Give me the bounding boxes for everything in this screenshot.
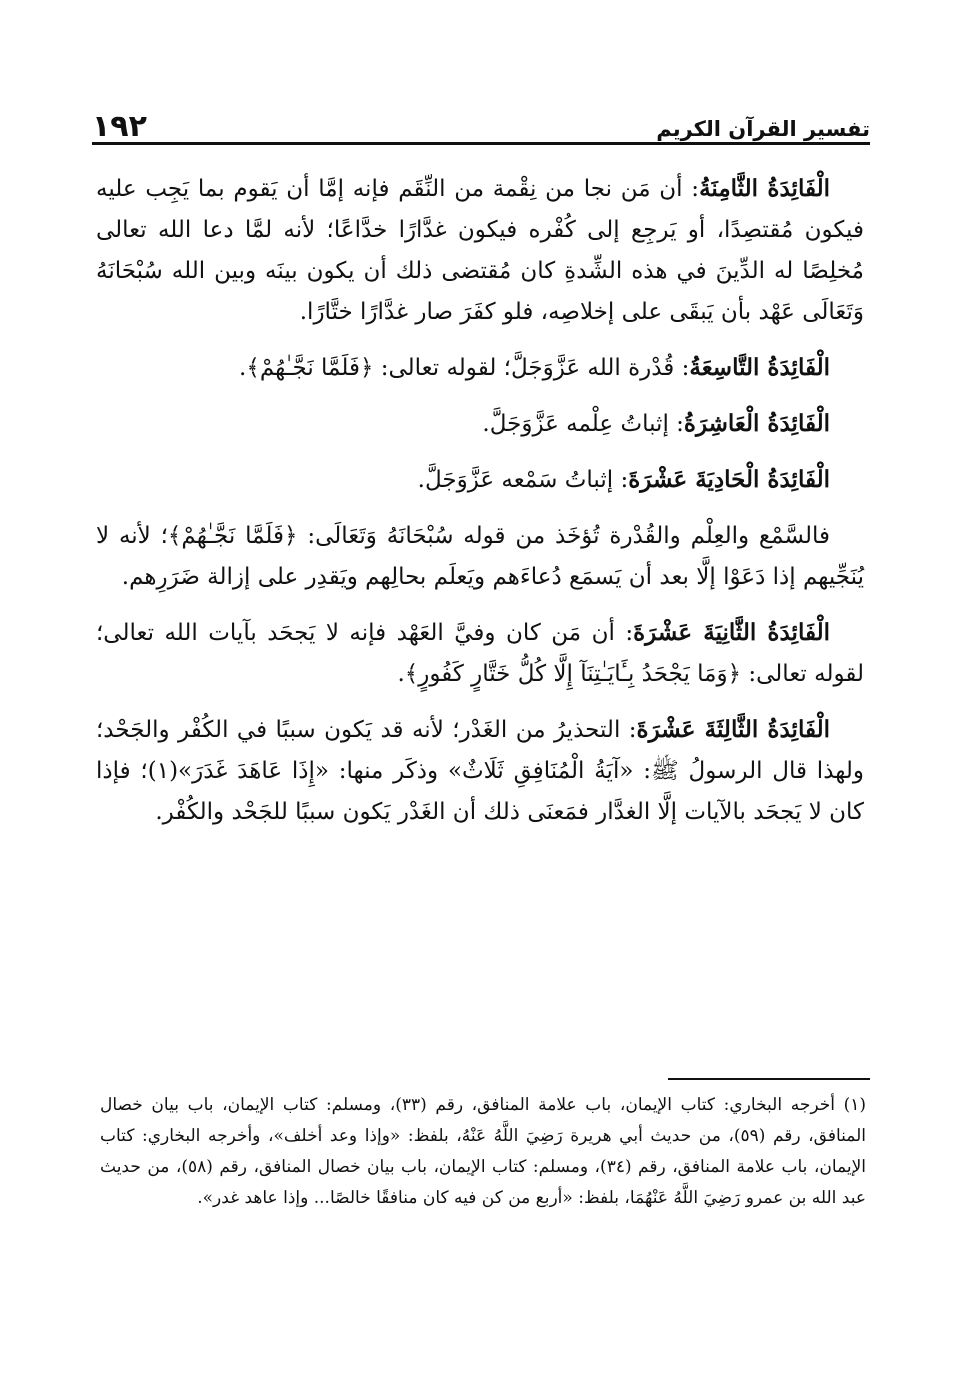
benefit-heading: الْفَائِدَةُ الْحَادِيَةَ عَشْرَةَ (628, 466, 830, 493)
paragraph-benefit-8 (96, 168, 864, 333)
paragraph-explanation (96, 515, 864, 598)
benefit-heading: الْفَائِدَةُ الثَّالِثَةَ عَشْرَةَ (636, 716, 830, 743)
page-header (92, 98, 870, 144)
paragraph-benefit-12 (96, 612, 864, 695)
paragraph-text: : إثباتُ عِلْمه عَزَّوَجَلَّ. (482, 411, 684, 437)
benefit-heading: الْفَائِدَةُ الْعَاشِرَةُ (683, 410, 830, 437)
paragraph-text: فالسَّمْع والعِلْم والقُدْرة تُؤخَذ من قوله سُبْحَانَهُ وَتَعَالَى: ﴿فَلَمَّا نَجَّـٰهُمْ﴾؛ لأنه لا يُنَجِّيهم إذا دَعَوْا إلَّا بعد أن يَسمَع دُعاءَهم ويَعلَم بحالِهم ويَقدِر على إزالة ضَرَرِهم. (96, 523, 864, 590)
paragraph-benefit-13 (96, 709, 864, 833)
paragraph-benefit-10 (96, 403, 864, 445)
header-rule (92, 142, 870, 145)
benefit-heading: الْفَائِدَةُ الثَّانِيَةَ عَشْرَةَ (633, 619, 830, 646)
footnote-1: (١) أخرجه البخاري: كتاب الإيمان، باب علامة المنافق، رقم (٣٣)، ومسلم: كتاب الإيمان، باب بيان خصال المنافق، رقم (٥٩)، من حديث أبي هريرة رَضِيَ اللَّهُ عَنْهُ، بلفظ: «وإذا وعد أخلف»، وأخرجه البخاري: كتاب الإيمان، باب علامة المنافق، رقم (٣٤)، ومسلم: كتاب الإيمان، باب بيان خصال المنافق، رقم (٥٨)، من حديث عبد الله بن عمرو رَضِيَ اللَّهُ عَنْهُمَا، بلفظ: «أربع من كن فيه كان منافقًا خالصًا... وإذا عاهد غدر». (100, 1095, 866, 1208)
paragraph-text: : أن مَن نجا من نِقْمة من النِّقَم فإنه إمَّا أن يَقوم بما يَجِب عليه فيكون مُقتصِدًا، أو يَرجِع إلى كُفْره فيكون غدَّارًا خدَّاعًا؛ لأنه لمَّا دعا الله تعالى مُخلِصًا له الدِّينَ في هذه الشِّدةِ كان مُقتضى ذلك أن يكون بينَه وبين الله سُبْحَانَهُ وَتَعَالَى عَهْد بأن يَبقَى على إخلاصِه، فلو كفَرَ صار غدَّارًا ختَّارًا. (96, 176, 864, 325)
paragraph-text: : إثباتُ سَمْعه عَزَّوَجَلَّ. (417, 467, 629, 493)
page-number: ١٩٢ (92, 109, 147, 144)
benefit-heading: الْفَائِدَةُ التَّاسِعَةُ (689, 354, 830, 381)
paragraph-benefit-9 (96, 347, 864, 389)
paragraph-text: : أن مَن كان وفيَّ العَهْد فإنه لا يَجحَد بآيات الله تعالى؛ لقوله تعالى: ﴿وَمَا يَجْحَدُ بِـَٔايَـٰتِنَآ إِلَّا كُلُّ خَتَّارٍ كَفُورٍ﴾. (96, 620, 864, 687)
paragraph-text: : التحذيرُ من الغَدْر؛ لأنه قد يَكون سببًا في الكُفْر والجَحْد؛ ولهذا قال الرسولُ ﷺ: «آيَةُ الْمُنَافِقِ ثَلَاثٌ» وذكَر منها: «إِذَا عَاهَدَ غَدَرَ»(١)؛ فإذا كان لا يَجحَد بالآيات إلَّا الغدَّار فمَعنَى ذلك أن الغَدْر يَكون سببًا للجَحْد والكُفْر. (96, 717, 864, 825)
footnote-separator (668, 1078, 870, 1080)
paragraph-benefit-11 (96, 459, 864, 501)
paragraph-text: : قُدْرة الله عَزَّوَجَلَّ؛ لقوله تعالى: ﴿فَلَمَّا نَجَّـٰهُمْ﴾. (239, 355, 690, 381)
book-title: تفسير القرآن الكريم (656, 117, 870, 141)
main-text (96, 168, 864, 847)
benefit-heading: الْفَائِدَةُ الثَّامِنَةُ (699, 175, 830, 202)
footnotes (100, 1090, 866, 1214)
